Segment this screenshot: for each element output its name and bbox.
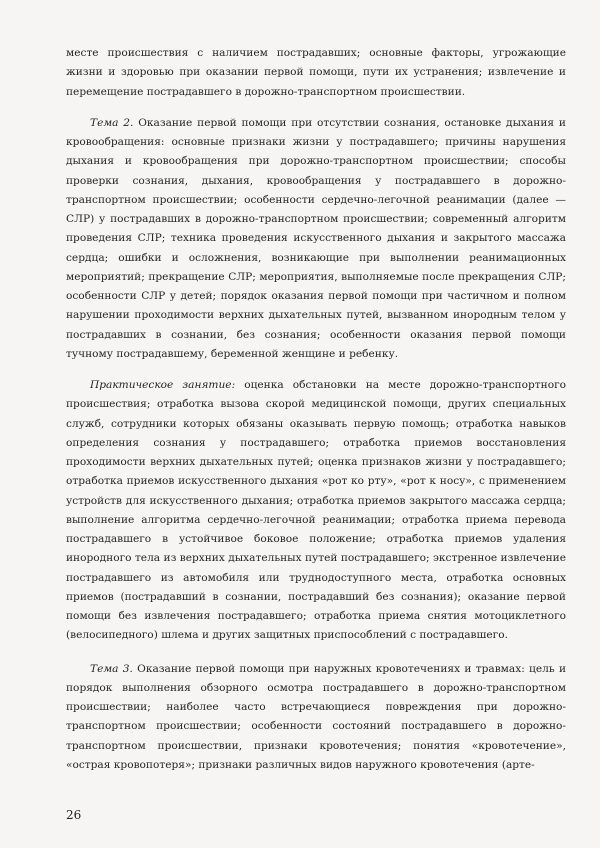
- paragraph-topic-2: [66, 114, 566, 364]
- paragraph-text: месте происшествия с наличием пострадавших; основные факторы, угрожающие жизни и здоровью при оказании первой помощи, пути их устранения; извлечение и перемещение пострадавшего в дорожно-транспортном происшествии.: [66, 47, 566, 98]
- page-number: 26: [66, 808, 82, 822]
- body-text: [66, 44, 566, 775]
- paragraph-text: Оказание первой помощи при отсутствии сознания, остановке дыхания и кровообращения: основные признаки жизни у пострадавшего; причины нарушения дыхания и кровообращения при дорожно-транспортном происшествии; способы проверки сознания, дыхания, кровообращения у пострадавшего в дорожно-транспортном происшествии; особенности сердечно-легочной реанимации (далее — СЛР) у пострадавших в дорожно-транспортном происшествии; современный алгоритм проведения СЛР; техника проведения искусственного дыхания и закрытого массажа сердца; ошибки и осложнения, возникающие при выполнении реанимационных мероприятий; прекращение СЛР; мероприятия, выполняемые после прекращения СЛР; особенности СЛР у детей; порядок оказания первой помощи при частичном и полном нарушении проходимости верхних дыхательных путей, вызванном инородным телом у пострадавших в сознании, без сознания; особенности оказания первой помощи тучному пострадавшему, беременной женщине и ребенку.: [66, 116, 566, 360]
- paragraph-text: оценка обстановки на месте дорожно-транспортного происшествия; отработка вызова скорой медицинской помощи, других специальных служб, сотрудники которых обязаны оказывать первую помощь; отработка навыков определения сознания у пострадавшего; отработка приемов восстановления проходимости верхних дыхательных путей; оценка признаков жизни у пострадавшего; отработка приемов искусственного дыхания «рот ко рту», «рот к носу», с применением устройств для искусственного дыхания; отработка приемов закрытого массажа сердца; выполнение алгоритма сердечно-легочной реанимации; отработка приема перевода пострадавшего в устойчивое боковое положение; отработка приемов удаления инородного тела из верхних дыхательных путей пострадавшего; экстренное извлечение пострадавшего из автомобиля или труднодоступного места, отработка основных приемов (пострадавший в сознании, пострадавший без сознания); оказание первой помощи без извлечения пострадавшего; отработка приема снятия мотоциклетного (велосипедного) шлема и других защитных приспособлений с пострадавшего.: [66, 379, 566, 642]
- paragraph-text: Оказание первой помощи при наружных кровотечениях и травмах: цель и порядок выполнения обзорного осмотра пострадавшего в дорожно-транспортном происшествии; наиболее часто встречающиеся повреждения при дорожно-транспортном происшествии; особенности состояний пострадавшего в дорожно-транспортном происшествии, признаки кровотечения; понятия «кровотечение», «острая кровопотеря»; признаки различных видов наружного кровотечения (арте-: [66, 662, 567, 771]
- paragraph-continuation: [66, 44, 566, 102]
- paragraph-topic-3: [66, 660, 566, 776]
- topic-label: Тема 3.: [90, 662, 133, 675]
- practical-lesson-label: Практическое занятие:: [90, 379, 236, 391]
- topic-label: Тема 2.: [90, 116, 134, 129]
- paragraph-practical-lesson: [66, 376, 566, 646]
